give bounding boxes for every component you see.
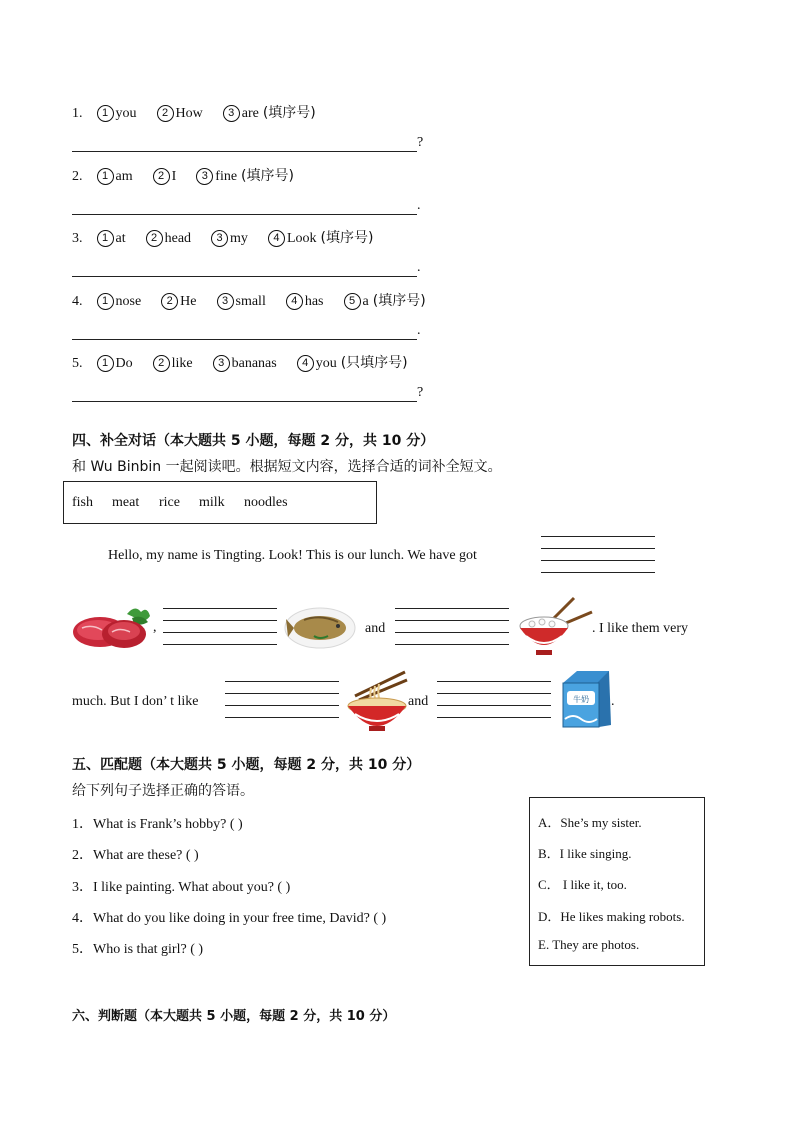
blank-1[interactable]: [541, 536, 655, 572]
option-number-circle: 3: [213, 355, 230, 372]
option-number-circle: 1: [97, 293, 114, 310]
answer-line-4[interactable]: [72, 339, 417, 340]
section5-instruction: 给下列句子选择正确的答语。: [72, 783, 254, 799]
question-number: 1.: [72, 106, 83, 121]
word-option: [97, 106, 137, 121]
word-meat: meat: [112, 495, 140, 510]
word-milk: milk: [199, 495, 225, 510]
word-option: [97, 169, 133, 184]
end-punctuation: .: [417, 323, 421, 338]
fish-image: [284, 606, 356, 650]
match-question-1[interactable]: 1．What is Frank’s hobby? ( ): [72, 817, 243, 832]
option-number-circle: 2: [157, 105, 174, 122]
option-word: head: [164, 231, 192, 246]
word-noodles: noodles: [244, 495, 288, 510]
match-question-3[interactable]: 3．I like painting. What about you? ( ): [72, 880, 291, 895]
comma: ,: [153, 620, 157, 635]
blank-3[interactable]: [395, 608, 509, 644]
option-word: like: [171, 356, 193, 371]
match-question-2[interactable]: 2．What are these? ( ): [72, 848, 199, 863]
word-option: [213, 356, 277, 371]
noodles-image: [345, 668, 409, 732]
period: .: [611, 694, 615, 709]
word-option: [211, 231, 248, 246]
answer-line-3[interactable]: [72, 276, 417, 277]
option-word: nose: [115, 294, 142, 309]
reorder-question-5: [72, 352, 408, 372]
fill-number-note: (填序号): [241, 168, 294, 184]
blank-5[interactable]: [437, 681, 551, 717]
word-option: [146, 231, 191, 246]
end-punctuation: .: [417, 260, 421, 275]
word-option: [153, 169, 177, 184]
section4-instruction: 和 Wu Binbin 一起阅读吧。根据短文内容，选择合适的词补全短文。: [72, 459, 502, 475]
option-number-circle: 1: [97, 105, 114, 122]
blank-2[interactable]: [163, 608, 277, 644]
word-option: [157, 106, 203, 121]
match-question-4[interactable]: 4．What do you like doing in your free time, David? ( ): [72, 911, 387, 926]
word-option: [223, 106, 259, 121]
word-option: [217, 294, 266, 309]
word-bank: [63, 481, 377, 524]
word-fish: fish: [72, 495, 93, 510]
word-option: [344, 294, 369, 309]
option-word: He: [180, 294, 197, 309]
option-word: Look: [286, 231, 317, 246]
option-word: a: [362, 294, 369, 309]
option-word: How: [175, 106, 203, 121]
end-punctuation: ?: [417, 135, 424, 150]
answer-options-box: [529, 797, 705, 966]
answer-line-5[interactable]: [72, 401, 417, 402]
word-option: [196, 169, 237, 184]
question-number: 3.: [72, 231, 83, 246]
option-number-circle: 2: [153, 355, 170, 372]
question-number: 4.: [72, 294, 83, 309]
option-number-circle: 3: [223, 105, 240, 122]
option-word: you: [115, 106, 137, 121]
answer-d: D．He likes making robots.: [538, 909, 685, 924]
option-word: are: [241, 106, 259, 121]
reorder-question-1: [72, 102, 316, 122]
option-number-circle: 3: [196, 168, 213, 185]
end-punctuation: ?: [417, 385, 424, 400]
word-option: [268, 231, 317, 246]
word-option: [153, 356, 193, 371]
option-number-circle: 2: [146, 230, 163, 247]
fill-number-note: (填序号): [320, 230, 374, 246]
fill-number-note: (填序号): [262, 105, 316, 121]
option-word: I: [171, 169, 177, 184]
word-option: [97, 356, 133, 371]
and-2: and: [408, 694, 429, 709]
blank-4[interactable]: [225, 681, 339, 717]
option-word: you: [315, 356, 337, 371]
word-option: [97, 294, 142, 309]
option-number-circle: 4: [268, 230, 285, 247]
match-question-5[interactable]: 5．Who is that girl? ( ): [72, 942, 204, 957]
milk-label: 牛奶: [573, 695, 589, 704]
section4-title: 四、补全对话（本大题共 5 小题，每题 2 分，共 10 分）: [72, 433, 435, 449]
question-number: 2.: [72, 169, 83, 184]
option-word: at: [115, 231, 126, 246]
option-number-circle: 5: [344, 293, 361, 310]
passage-much: much. But I don’ t like: [72, 694, 199, 709]
word-option: [97, 231, 126, 246]
option-number-circle: 3: [211, 230, 228, 247]
fill-number-note: (只填序号): [340, 355, 408, 371]
answer-c: C． I like it, too.: [538, 877, 627, 892]
answer-b: B．I like singing.: [538, 846, 632, 861]
option-word: my: [230, 231, 248, 246]
answer-line-2[interactable]: [72, 214, 417, 215]
option-word: am: [115, 169, 133, 184]
option-number-circle: 4: [286, 293, 303, 310]
word-rice: rice: [159, 495, 180, 510]
word-option: [286, 294, 324, 309]
option-number-circle: 1: [97, 355, 114, 372]
word-option: [297, 356, 337, 371]
milk-carton-image: [559, 669, 613, 729]
answer-line-1[interactable]: [72, 151, 417, 152]
option-word: bananas: [231, 356, 277, 371]
meat-image: [72, 604, 152, 652]
fill-number-note: (填序号): [372, 293, 426, 309]
section5-title: 五、匹配题（本大题共 5 小题，每题 2 分，共 10 分）: [72, 757, 421, 773]
answer-e: E. They are photos.: [538, 937, 640, 952]
end-punctuation: .: [417, 198, 421, 213]
option-number-circle: 3: [217, 293, 234, 310]
word-option: [161, 294, 196, 309]
option-number-circle: 2: [153, 168, 170, 185]
and-1: and: [365, 621, 386, 636]
rice-bowl-image: [516, 596, 596, 658]
option-word: fine: [215, 169, 238, 184]
option-number-circle: 1: [97, 230, 114, 247]
question-number: 5.: [72, 356, 83, 371]
option-number-circle: 4: [297, 355, 314, 372]
option-number-circle: 2: [161, 293, 178, 310]
like-them: . I like them very: [592, 621, 689, 636]
reorder-question-2: [72, 165, 294, 185]
option-word: Do: [115, 356, 133, 371]
option-word: small: [235, 294, 266, 309]
passage-intro: Hello, my name is Tingting. Look! This is our lunch. We have got: [108, 548, 477, 563]
reorder-question-4: [72, 290, 426, 310]
option-number-circle: 1: [97, 168, 114, 185]
section6-title: 六、判断题（本大题共 5 小题，每题 2 分，共 10 分）: [72, 1009, 396, 1024]
answer-a: A．She’s my sister.: [538, 815, 642, 830]
reorder-question-3: [72, 227, 373, 247]
option-word: has: [304, 294, 324, 309]
